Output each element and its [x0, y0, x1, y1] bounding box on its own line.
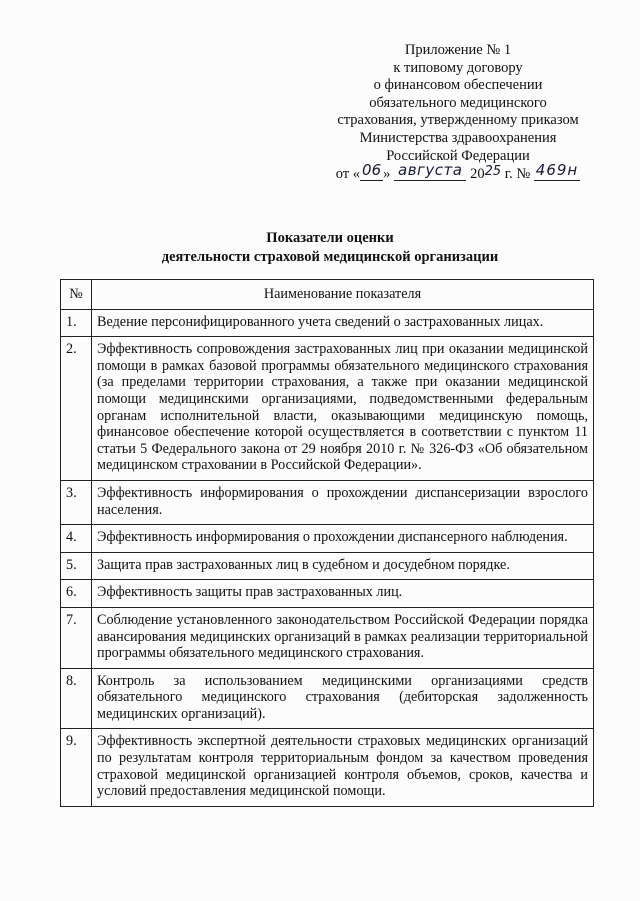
date-prefix: от «: [335, 166, 361, 183]
row-text: Соблюдение установленного законодательством Российской Федерации порядка авансирования медицинских организаций в рамках реализации территориальной программы обязательного медицинского страхования.: [92, 607, 594, 668]
table-row: [61, 607, 594, 668]
table-row: [61, 480, 594, 524]
table-row: [61, 525, 594, 553]
indicators-table: [60, 279, 594, 807]
row-text: Эффективность сопровождения застрахованных лиц при оказании медицинской помощи в рамках базовой программы обязательного медицинского страхования (за пределами территории страхования, а также при оказании медицинской помощи медицинскими организациями, подведомственными федеральным органам исполнительной власти, оказывающими медицинскую помощь, финансовое обеспечение которой осуществляется в соответствии с пунктом 11 статьи 5 Федерального закона от 29 ноября 2010 г. № 326-ФЗ «Об обязательном медицинском страховании в Российской Федерации».: [92, 337, 594, 481]
row-number: 4.: [61, 525, 92, 553]
row-number: 2.: [61, 337, 92, 481]
table-row: [61, 729, 594, 806]
row-text: Эффективность защиты прав застрахованных лиц.: [92, 580, 594, 608]
handwritten-order-number: 469н: [535, 161, 579, 180]
header-line: Министерства здравоохранения: [359, 129, 557, 146]
column-header-number: №: [61, 280, 92, 310]
table-row: [61, 580, 594, 608]
row-text: Контроль за использованием медицинскими организациями средств обязательного медицинского страхования (дебиторская задолженность медицинских организаций).: [92, 668, 594, 729]
appendix-header: [318, 42, 598, 184]
column-header-name: Наименование показателя: [92, 280, 594, 310]
row-text: Эффективность информирования о прохождении диспансеризации взрослого населения.: [92, 480, 594, 524]
header-line: к типовому договору: [393, 59, 523, 76]
header-line: Приложение № 1: [404, 42, 512, 58]
order-date-line: [318, 161, 598, 184]
row-number: 9.: [61, 729, 92, 806]
row-number: 7.: [61, 607, 92, 668]
document-title: Показатели оценки: [266, 230, 394, 246]
header-line: страхования, утвержденному приказом: [337, 112, 579, 129]
table-row: [61, 309, 594, 337]
handwritten-year: 25: [484, 164, 502, 180]
table-row: [61, 552, 594, 580]
row-number: 8.: [61, 668, 92, 729]
row-number: 3.: [61, 480, 92, 524]
handwritten-day: 06: [362, 161, 382, 180]
header-line: о финансовом обеспечении: [373, 77, 543, 94]
year-mark: г. №: [504, 166, 531, 183]
row-number: 6.: [61, 580, 92, 608]
row-number: 5.: [61, 552, 92, 580]
row-text: Защита прав застрахованных лиц в судебном и досудебном порядке.: [92, 552, 594, 580]
handwritten-month: августа: [394, 162, 466, 181]
row-number: 1.: [61, 309, 92, 337]
row-text: Ведение персонифицированного учета сведений о застрахованных лицах.: [92, 309, 594, 337]
table-header-row: [61, 280, 594, 310]
header-line: обязательного медицинского: [369, 94, 547, 111]
row-text: Эффективность информирования о прохождении диспансерного наблюдения.: [92, 525, 594, 553]
row-text: Эффективность экспертной деятельности страховых медицинских организаций по результатам контроля территориальным фондом за качеством проведения страховой медицинской организацией контроля объемов, сроков, качества и условий предоставления медицинской помощи.: [92, 729, 594, 806]
table-row: [61, 668, 594, 729]
document-subtitle: деятельности страховой медицинской организации: [161, 249, 499, 265]
table-row: [61, 337, 594, 481]
year-prefix: 20: [470, 166, 485, 183]
header-line: Российской Федерации: [386, 147, 530, 164]
date-quote-close: »: [383, 166, 391, 183]
